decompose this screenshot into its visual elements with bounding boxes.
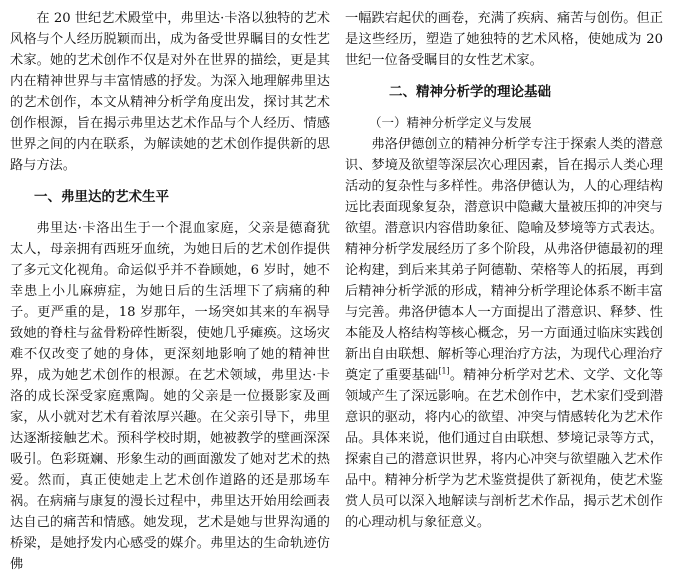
section-heading-life: 一、弗里达的艺术生平	[34, 189, 169, 205]
citation-ref[interactable]: [1]	[438, 366, 450, 376]
continued-paragraph: 一幅跌宕起伏的画卷，充满了疾病、痛苦与创伤。但正是这些经历，塑造了她独特的艺术风格，使她成为 20 世纪一位备受瞩目的女性艺术家。	[345, 11, 663, 68]
subsection-heading-definition: （一）精神分析学定义与发展	[369, 115, 532, 130]
right-column	[345, 8, 663, 533]
theory-text-part2: 。精神分析学对艺术、文学、文化等领域产生了深远影响。在艺术创作中，艺术家们受到潜意识的驱动，将内心的欲望、冲突与情感转化为艺术作品。具体来说，他们通过自由联想、梦境记录等方式，探索自己的潜意识世界，将内心冲突与欲望融入艺术作品中。精神分析学为艺术鉴赏提供了新视角，使艺术鉴赏人员可以深入地解读与剖析艺术作品，揭示艺术创作的心理动机与象征意义。	[345, 368, 664, 530]
left-column	[10, 8, 330, 575]
intro-paragraph: 在 20 世纪艺术殿堂中，弗里达·卡洛以独特的艺术风格与个人经历脱颖而出，成为备受世界瞩目的女性艺术家。她的艺术创作不仅是对外在世界的描绘，更是其内在精神世界与丰富情感的抒发。为深入地理解弗里达的艺术创作，本文从精神分析学角度出发，探讨其艺术创作根源，旨在揭示弗里达艺术作品与个人经历、情感世界之间的内在联系，为解读她的艺术创作提供新的思路与方法。	[10, 11, 330, 173]
theory-paragraph	[345, 134, 663, 533]
theory-text-part1: 弗洛伊德创立的精神分析学专注于探索人类的潜意识、梦境及欲望等深层次心理因素，旨在揭示人类心理活动的复杂性与多样性。弗洛伊德认为，人的心理结构远比表面现象复杂，潜意识中隐藏大量被压抑的冲突与欲望。潜意识内容借助象征、隐喻及梦境等方式表达。精神分析学发展经历了多个阶段，从弗洛伊德最初的理论构建，到后来其弟子阿德勒、荣格等人的拓展，再到后精神分析学派的形成，精神分析学理论体系不断丰富与完善。弗洛伊德本人一方面提出了潜意识、释梦、性本能及人格结构等核心概念，另一方面通过临床实践创新出自由联想、解析等心理治疗方法，为现代心理治疗奠定了重要基础	[345, 137, 663, 383]
section-heading-theory: 二、精神分析学的理论基础	[389, 84, 551, 100]
life-paragraph: 弗里达·卡洛出生于一个混血家庭，父亲是德裔犹太人，母亲拥有西班牙血统，为她日后的艺术创作提供了多元文化视角。命运似乎并不眷顾她，6 岁时，她不幸患上小儿麻痹症，为她日后的生活埋下了病痛的种子。更严重的是，18 岁那年，一场突如其来的车祸导致她的脊柱与盆骨粉碎性断裂，使她几乎瘫痪。这场灾难不仅改变了她的身体，更深刻地影响了她的精神世界，成为她艺术创作的根源。在艺术领域，弗里达·卡洛的成长深受家庭熏陶。她的父亲是一位摄影家及画家，从小就对艺术有着浓厚兴趣。在父亲引导下，弗里达逐渐接触艺术。预科学校时期，她被教学的壁画深深吸引。色彩斑斓、形象生动的画面激发了她对艺术的热爱。然而，真正使她走上艺术创作道路的还是那场车祸。在病痛与康复的漫长过程中，弗里达开始用绘画表达自己的痛苦和情感。她发现，艺术是她与世界沟通的桥梁，是她抒发内心感受的媒介。弗里达的生命轨迹仿佛	[10, 221, 330, 572]
